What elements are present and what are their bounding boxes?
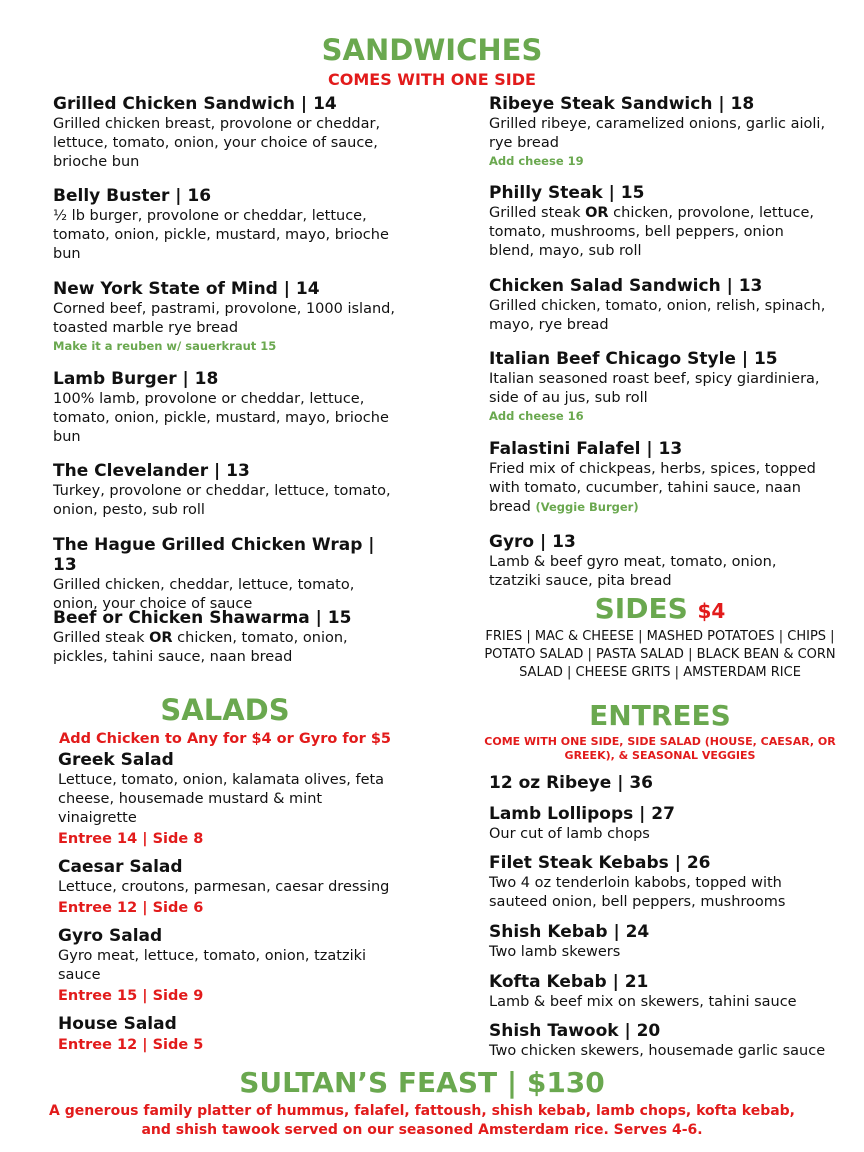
item-desc: Grilled chicken breast, provolone or cheddar, lettuce, tomato, onion, your choice of sauce, brioche bun xyxy=(53,116,381,170)
item-name: Philly Steak | 15 xyxy=(489,183,645,203)
item-desc: Two lamb skewers xyxy=(489,944,621,960)
item-note: Add cheese 16 xyxy=(489,409,584,423)
desc-part: Grilled steak xyxy=(489,205,586,221)
item-name: Chicken Salad Sandwich | 13 xyxy=(489,276,763,296)
item-name: Lamb Lollipops | 27 xyxy=(489,804,675,824)
sandwich-item xyxy=(489,439,829,517)
entree-item xyxy=(489,922,829,962)
item-name: Lamb Burger | 18 xyxy=(53,369,219,389)
item-name: Greek Salad xyxy=(58,750,174,770)
item-desc xyxy=(53,629,398,667)
item-desc: Lettuce, croutons, parmesan, caesar dressing xyxy=(58,879,390,895)
item-note: (Veggie Burger) xyxy=(535,500,639,514)
feast-desc: A generous family platter of hummus, falafel, fattoush, shish kebab, lamb chops, kofta kebab, and shish tawook served on our seasoned Amsterdam rice. Serves 4-6. xyxy=(48,1103,796,1138)
sandwiches-subtitle: COMES WITH ONE SIDE xyxy=(328,70,536,89)
sides-price: $4 xyxy=(697,599,726,623)
item-name: Filet Steak Kebabs | 26 xyxy=(489,853,711,873)
item-name: Caesar Salad xyxy=(58,857,183,877)
item-desc: Two 4 oz tenderloin kabobs, topped with sauteed onion, bell peppers, mushrooms xyxy=(489,875,786,910)
sides-title-row xyxy=(480,592,840,628)
item-name: Grilled Chicken Sandwich | 14 xyxy=(53,94,337,114)
item-desc: Italian seasoned roast beef, spicy giardiniera, side of au jus, sub roll xyxy=(489,371,820,406)
salad-prices: Entree 12 | Side 6 xyxy=(58,900,204,916)
entree-item xyxy=(489,804,829,844)
sandwich-item xyxy=(53,369,398,447)
item-desc: Grilled chicken, cheddar, lettuce, tomato, onion, your choice of sauce xyxy=(53,577,355,612)
item-desc: Two chicken skewers, housemade garlic sauce xyxy=(489,1043,826,1059)
desc-part: chicken, tomato, onion, pickles, tahini sauce, naan bread xyxy=(53,630,348,665)
salad-item xyxy=(58,750,398,849)
sandwich-item xyxy=(489,276,829,335)
item-name: Belly Buster | 16 xyxy=(53,186,212,206)
item-name: Italian Beef Chicago Style | 15 xyxy=(489,349,778,369)
item-desc: Lettuce, tomato, onion, kalamata olives, feta cheese, housemade mustard & mint vinaigrette xyxy=(58,772,385,826)
item-name: Shish Tawook | 20 xyxy=(489,1021,661,1041)
entree-item xyxy=(489,773,829,793)
sides-title: SIDES xyxy=(594,592,688,625)
item-name: Falastini Falafel | 13 xyxy=(489,439,683,459)
sandwich-item xyxy=(489,349,829,424)
salad-item xyxy=(58,1014,398,1055)
item-name: Gyro | 13 xyxy=(489,532,576,552)
salads-title: SALADS xyxy=(160,693,290,727)
item-name: House Salad xyxy=(58,1014,177,1034)
salads-subtitle: Add Chicken to Any for $4 or Gyro for $5 xyxy=(58,731,392,747)
entrees-subtitle: COME WITH ONE SIDE, SIDE SALAD (HOUSE, CAESAR, OR GREEK), & SEASONAL VEGGIES xyxy=(484,735,836,762)
or-emphasis: OR xyxy=(585,205,609,221)
desc-part: Grilled steak xyxy=(53,630,150,646)
sandwich-item xyxy=(53,279,398,354)
item-name: Shish Kebab | 24 xyxy=(489,922,650,942)
item-note: Add cheese 19 xyxy=(489,154,584,168)
entree-item xyxy=(489,972,829,1012)
entree-item xyxy=(489,1021,829,1061)
item-desc: Turkey, provolone or cheddar, lettuce, tomato, onion, pesto, sub roll xyxy=(53,483,391,518)
sandwich-item xyxy=(53,461,398,520)
item-name: New York State of Mind | 14 xyxy=(53,279,320,299)
desc-part: Fried mix of chickpeas, herbs, spices, topped with tomato, cucumber, tahini sauce, naan bread xyxy=(489,461,816,515)
item-desc xyxy=(489,460,829,517)
item-name: Beef or Chicken Shawarma | 15 xyxy=(53,608,352,628)
or-emphasis: OR xyxy=(149,630,173,646)
item-desc: Corned beef, pastrami, provolone, 1000 island, toasted marble rye bread xyxy=(53,301,395,336)
salad-prices: Entree 12 | Side 5 xyxy=(58,1037,204,1053)
item-desc: Gyro meat, lettuce, tomato, onion, tzatziki sauce xyxy=(58,948,367,983)
sandwich-item xyxy=(53,535,398,614)
salad-item xyxy=(58,926,398,1006)
item-desc: 100% lamb, provolone or cheddar, lettuce, tomato, onion, pickle, mustard, mayo, brioche bun xyxy=(53,391,389,445)
item-desc: ½ lb burger, provolone or cheddar, lettuce, tomato, onion, pickle, mustard, mayo, brioche bun xyxy=(53,208,389,262)
feast-title: SULTAN’S FEAST | $130 xyxy=(239,1066,605,1099)
sandwich-item xyxy=(53,608,398,667)
item-name: Ribeye Steak Sandwich | 18 xyxy=(489,94,755,114)
item-name: The Hague Grilled Chicken Wrap | 13 xyxy=(53,535,375,575)
sandwich-item xyxy=(53,94,398,172)
item-name: Kofta Kebab | 21 xyxy=(489,972,649,992)
sandwich-item xyxy=(489,183,829,261)
desc-part: chicken, provolone, lettuce, tomato, mushrooms, bell peppers, onion blend, mayo, sub roll xyxy=(489,205,814,259)
sides-list: FRIES | MAC & CHEESE | MASHED POTATOES | CHIPS | POTATO SALAD | PASTA SALAD | BLACK BEAN & CORN SALAD | CHEESE GRITS | AMSTERDAM RICE xyxy=(484,629,836,680)
item-name: Gyro Salad xyxy=(58,926,163,946)
sandwiches-title: SANDWICHES xyxy=(321,33,543,67)
item-desc: Lamb & beef gyro meat, tomato, onion, tzatziki sauce, pita bread xyxy=(489,554,777,589)
item-desc: Grilled chicken, tomato, onion, relish, spinach, mayo, rye bread xyxy=(489,298,826,333)
salad-prices: Entree 15 | Side 9 xyxy=(58,988,204,1004)
item-note: Make it a reuben w/ sauerkraut 15 xyxy=(53,339,277,353)
sandwich-item xyxy=(53,186,398,264)
entrees-title: ENTREES xyxy=(589,699,731,732)
sandwich-item xyxy=(489,532,829,591)
salad-item xyxy=(58,857,398,918)
item-desc: Grilled ribeye, caramelized onions, garlic aioli, rye bread xyxy=(489,116,826,151)
item-desc xyxy=(489,204,829,261)
salad-prices: Entree 14 | Side 8 xyxy=(58,831,204,847)
item-name: The Clevelander | 13 xyxy=(53,461,250,481)
item-desc: Lamb & beef mix on skewers, tahini sauce xyxy=(489,994,797,1010)
item-desc: Our cut of lamb chops xyxy=(489,826,650,842)
sandwich-item xyxy=(489,94,829,169)
item-name: 12 oz Ribeye | 36 xyxy=(489,773,653,793)
entree-item xyxy=(489,853,829,912)
